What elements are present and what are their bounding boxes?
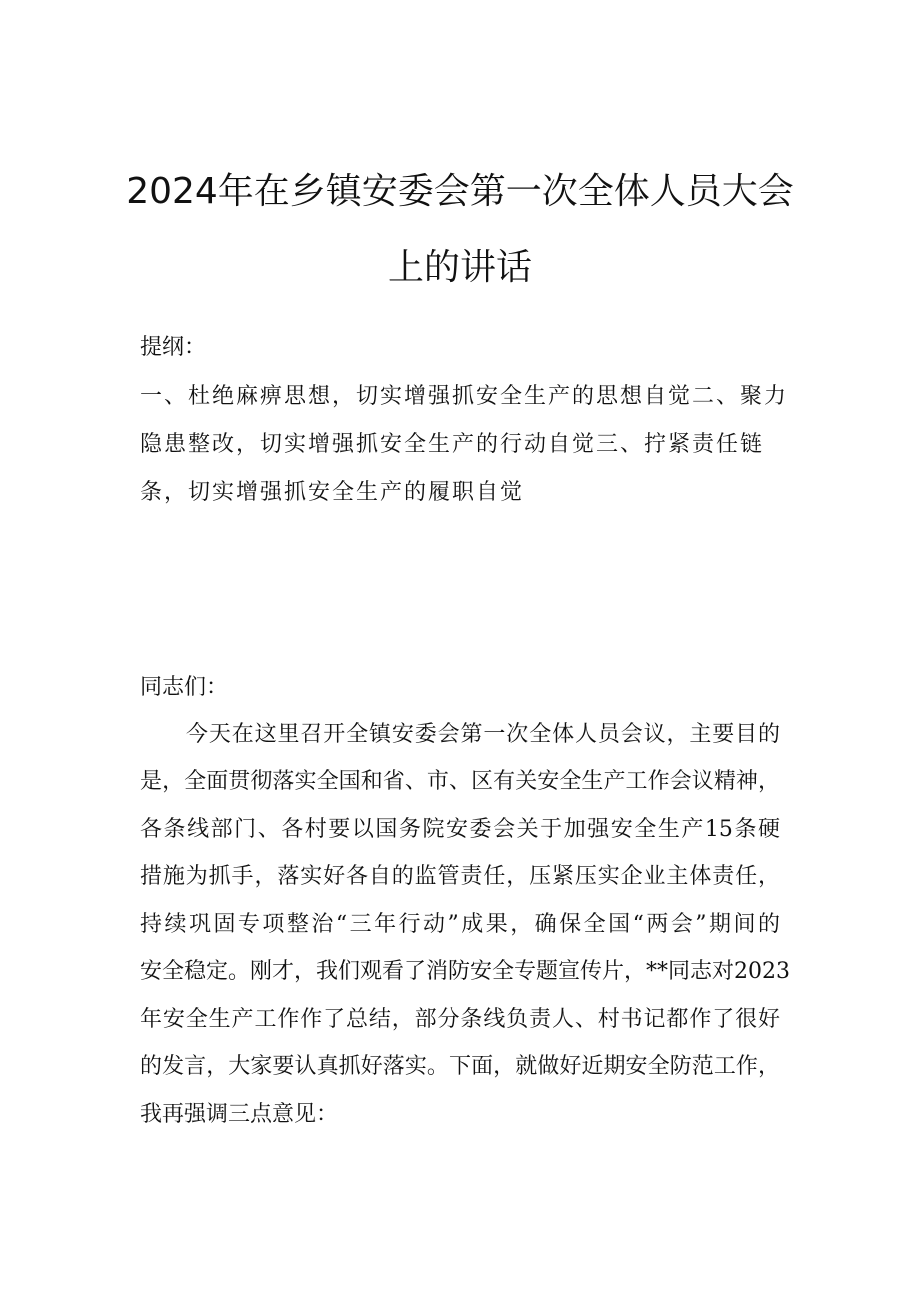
body-paragraph-line: 安全稳定。刚才，我们观看了消防安全专题宣传片，**同志对2023 — [140, 959, 790, 984]
outline-label: 提纲： — [140, 335, 207, 360]
document-title-line-2: 上的讲话 — [387, 247, 532, 288]
salutation: 同志们： — [140, 675, 229, 700]
body-paragraph-line: 各条线部门、各村要以国务院安委会关于加强安全生产15条硬 — [140, 817, 780, 842]
body-paragraph-line: 我再强调三点意见： — [140, 1102, 339, 1127]
document-title-line-1: 2024年在乡镇安委会第一次全体人员大会 — [126, 171, 794, 212]
body-paragraph-line: 的发言，大家要认真抓好落实。下面，就做好近期安全防范工作， — [140, 1054, 780, 1079]
body-paragraph-line: 持续巩固专项整治“三年行动”成果，确保全国“两会”期间的 — [140, 912, 780, 937]
outline-line: 隐患整改，切实增强抓安全生产的行动自觉三、拧紧责任链 — [140, 432, 765, 457]
body-paragraph-line: 今天在这里召开全镇安委会第一次全体人员会议，主要目的 — [186, 722, 780, 747]
outline-line: 一、杜绝麻痹思想，切实增强抓安全生产的思想自觉二、聚力 — [140, 384, 789, 409]
outline-line: 条，切实增强抓安全生产的履职自觉 — [140, 480, 525, 505]
body-paragraph-line: 措施为抓手，落实好各自的监管责任，压紧压实企业主体责任， — [140, 864, 780, 889]
body-paragraph-line: 年安全生产工作作了总结，部分条线负责人、村书记都作了很好 — [140, 1007, 780, 1032]
body-paragraph-line: 是，全面贯彻落实全国和省、市、区有关安全生产工作会议精神， — [140, 769, 780, 794]
